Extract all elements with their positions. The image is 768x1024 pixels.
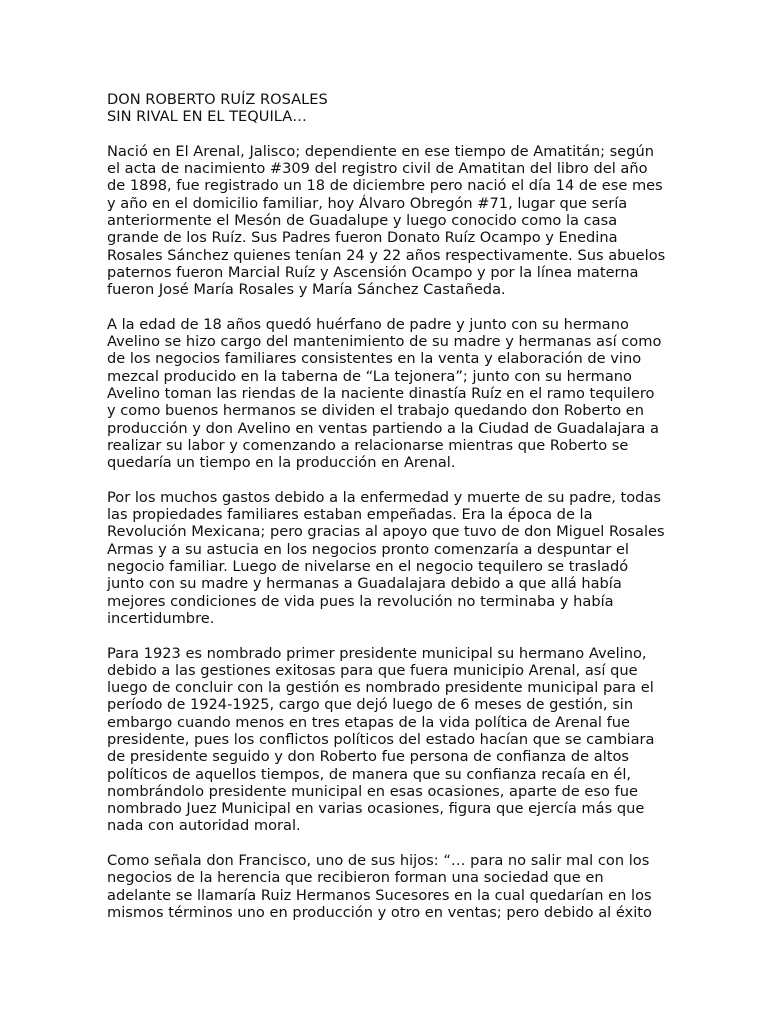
paragraph-line: quedaría un tiempo en la producción en Arenal.: [107, 454, 456, 472]
paragraph-line: mismos términos uno en producción y otro en ventas; pero debido al éxito: [107, 903, 652, 921]
paragraph-line: A la edad de 18 años quedó huérfano de padre y junto con su hermano: [107, 315, 629, 333]
paragraph-line: y como buenos hermanos se dividen el trabajo quedando don Roberto en: [107, 402, 645, 420]
body-paragraph: [107, 645, 667, 835]
paragraph-line: las propiedades familiares estaban empeñadas. Era la época de la: [107, 506, 593, 524]
paragraph-line: negocio familiar. Luego de nivelarse en el negocio tequilero se trasladó: [107, 558, 629, 576]
paragraph-line: Avelino toman las riendas de la naciente dinastía Ruíz en el ramo tequilero: [107, 385, 655, 403]
paragraph-line: debido a las gestiones exitosas para que fuera municipio Arenal, así que: [107, 661, 638, 679]
paragraph-line: políticos de aquellos tiempos, de manera que su confianza recaía en él,: [107, 765, 632, 783]
paragraph-line: mezcal producido en la taberna de “La tejonera”; junto con su hermano: [107, 367, 632, 385]
body-paragraph: [107, 852, 667, 921]
paragraph-line: Armas y a su astucia en los negocios pronto comenzaría a despuntar el: [107, 540, 629, 558]
paragraph-line: Avelino se hizo cargo del mantenimiento de su madre y hermanas así como: [107, 333, 662, 351]
body-paragraph: [107, 143, 667, 299]
paragraph-line: mejores condiciones de vida pues la revolución no terminaba y había: [107, 592, 614, 610]
paragraph-line: adelante se llamaría Ruiz Hermanos Sucesores en la cual quedarían en los: [107, 886, 652, 904]
paragraph-line: luego de concluir con la gestión es nombrado presidente municipal para el: [107, 679, 654, 697]
paragraph-line: Para 1923 es nombrado primer presidente municipal su hermano Avelino,: [107, 644, 647, 662]
document-page: [107, 91, 667, 939]
paragraph-line: anteriormente el Mesón de Guadalupe y luego conocido como la casa: [107, 212, 618, 230]
paragraph-line: incertidumbre.: [107, 609, 215, 627]
paragraph-line: paternos fueron Marcial Ruíz y Ascensión Ocampo y por la línea materna: [107, 263, 639, 281]
paragraph-line: fueron José María Rosales y María Sánchez Castañeda.: [107, 281, 506, 299]
paragraph-line: producción y don Avelino en ventas partiendo a la Ciudad de Guadalajara a: [107, 419, 659, 437]
paragraph-line: Rosales Sánchez quienes tenían 24 y 22 años respectivamente. Sus abuelos: [107, 246, 666, 264]
paragraph-line: de 1898, fue registrado un 18 de diciembre pero nació el día 14 de ese mes: [107, 177, 663, 195]
paragraph-line: negocios de la herencia que recibieron forman una sociedad que en: [107, 869, 604, 887]
paragraph-line: Nació en El Arenal, Jalisco; dependiente en ese tiempo de Amatitán; según: [107, 142, 655, 160]
subtitle-line: SIN RIVAL EN EL TEQUILA…: [107, 108, 307, 126]
title-line: DON ROBERTO RUÍZ ROSALES: [107, 91, 328, 108]
paragraph-line: embargo cuando menos en tres etapas de la vida política de Arenal fue: [107, 713, 630, 731]
paragraph-line: nombrado Juez Municipal en varias ocasiones, figura que ejercía más que: [107, 800, 645, 818]
paragraph-line: el acta de nacimiento #309 del registro civil de Amatitan del libro del año: [107, 160, 648, 178]
body-paragraph: [107, 316, 667, 472]
paragraph-line: presidente, pues los conflictos políticos del estado hacían que se cambiara: [107, 730, 655, 748]
paragraph-line: junto con su madre y hermanas a Guadalajara debido a que allá había: [107, 575, 622, 593]
paragraph-line: Como señala don Francisco, uno de sus hijos: “… para no salir mal con los: [107, 852, 650, 870]
paragraph-line: Por los muchos gastos debido a la enfermedad y muerte de su padre, todas: [107, 488, 661, 506]
document-title: [107, 91, 667, 126]
paragraph-line: nombrándolo presidente municipal en esas ocasiones, aparte de eso fue: [107, 782, 638, 800]
body-paragraph: [107, 489, 667, 627]
paragraph-line: Revolución Mexicana; pero gracias al apoyo que tuvo de don Miguel Rosales: [107, 523, 665, 541]
paragraph-line: nada con autoridad moral.: [107, 817, 301, 835]
paragraph-line: período de 1924-1925, cargo que dejó luego de 6 meses de gestión, sin: [107, 696, 634, 714]
paragraph-line: y año en el domicilio familiar, hoy Álvaro Obregón #71, lugar que sería: [107, 194, 628, 212]
paragraph-line: grande de los Ruíz. Sus Padres fueron Donato Ruíz Ocampo y Enedina: [107, 229, 618, 247]
paragraph-line: de presidente seguido y don Roberto fue persona de confianza de altos: [107, 748, 630, 766]
paragraph-line: realizar su labor y comenzando a relacionarse mientras que Roberto se: [107, 436, 629, 454]
paragraph-line: de los negocios familiares consistentes en la venta y elaboración de vino: [107, 350, 642, 368]
document-body: [107, 143, 667, 921]
